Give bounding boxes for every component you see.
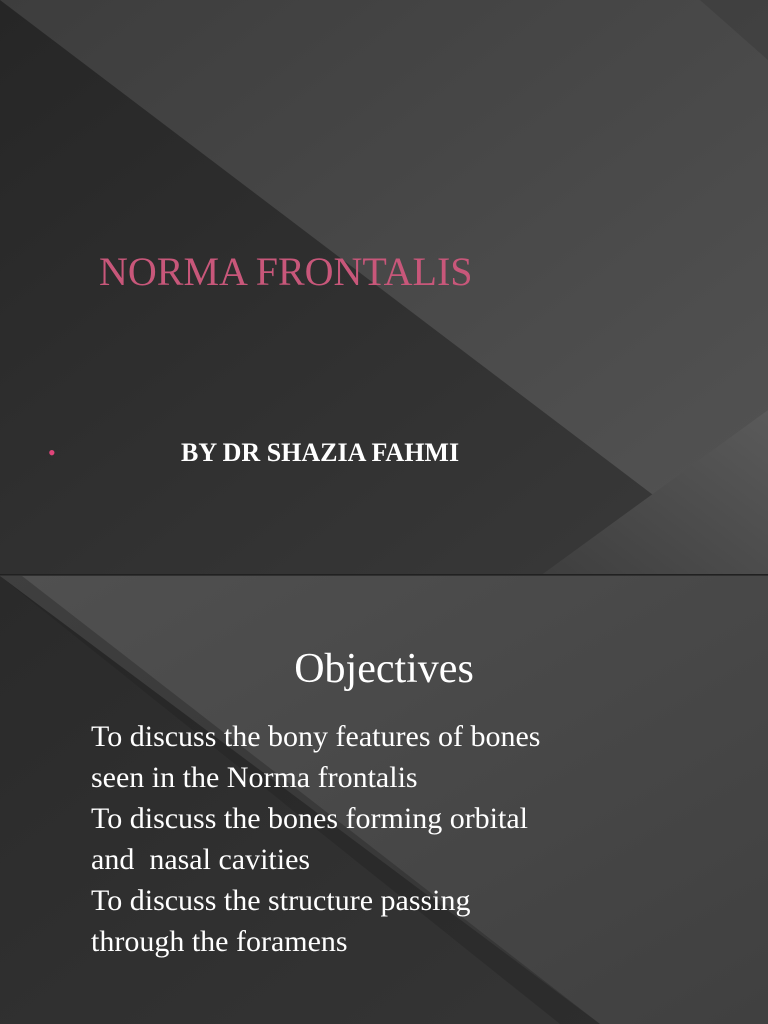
objectives-list	[91, 716, 540, 962]
objective-line: To discuss the bones forming orbital	[91, 802, 529, 835]
author-line: BY DR SHAZIA FAHMI	[181, 438, 460, 467]
bullet-dot-icon: •	[48, 440, 56, 465]
objectives-heading: Objectives	[294, 646, 474, 692]
objective-line: To discuss the bony features of bones	[91, 720, 541, 753]
objective-line: seen in the Norma frontalis	[91, 761, 418, 794]
objective-line: To discuss the structure passing	[91, 884, 471, 917]
slide-objectives	[0, 576, 768, 1024]
objective-line: and nasal cavities	[91, 843, 311, 876]
objective-line: through the foramens	[91, 925, 348, 958]
slide-title-text: NORMA FRONTALIS	[99, 249, 473, 294]
